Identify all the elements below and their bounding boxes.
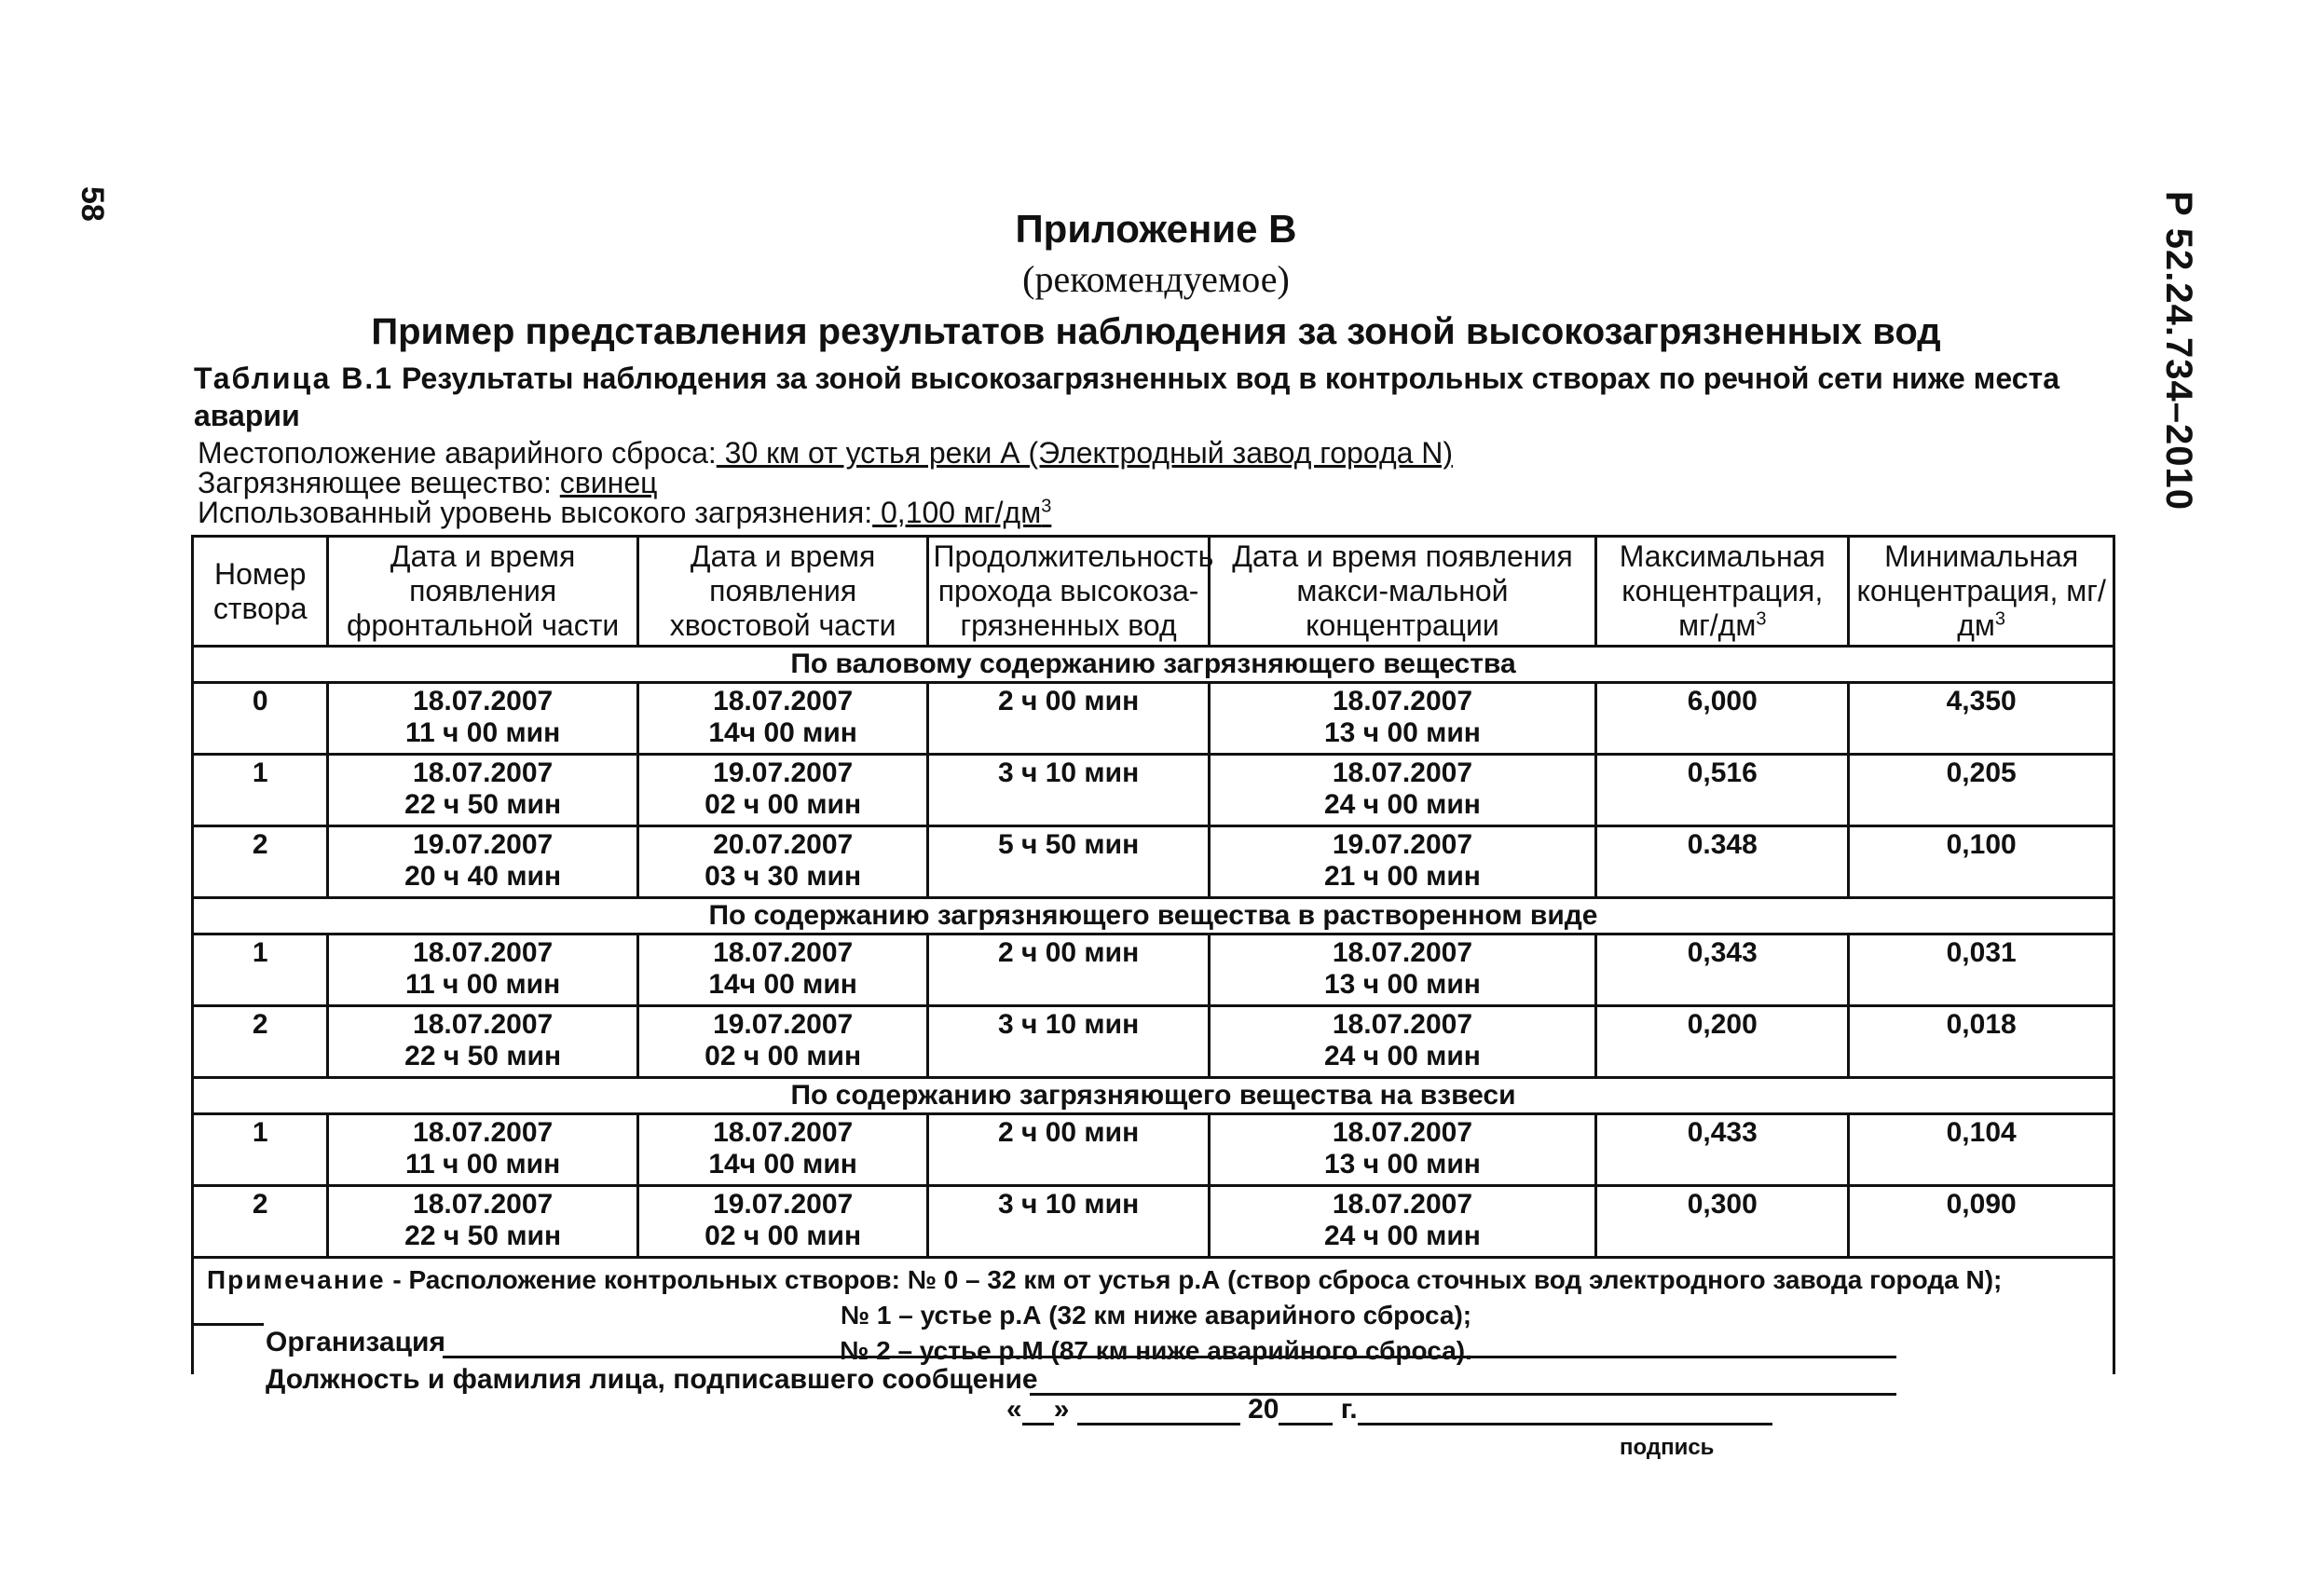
min-conc-cell	[1849, 1186, 2114, 1258]
organization-field[interactable]	[443, 1356, 1896, 1358]
max-conc-value: 6,000	[1687, 686, 1758, 716]
max-date-value: 18.07.2007	[1332, 937, 1473, 968]
min-conc-value: 0,090	[1946, 1189, 2017, 1220]
max-time-value: 13 ч 00 мин	[1323, 717, 1481, 748]
table-row	[193, 1186, 2114, 1258]
front-cell	[328, 934, 637, 1006]
front-time-value: 11 ч 00 мин	[404, 717, 561, 748]
max-time-cell	[1209, 683, 1596, 755]
duration-value: 5 ч 50 мин	[997, 829, 1140, 860]
max-date-value: 18.07.2007	[1332, 757, 1473, 788]
min-conc-cell	[1849, 1006, 2114, 1078]
min-conc-cell	[1849, 826, 2114, 898]
max-time-cell	[1209, 934, 1596, 1006]
min-conc-value: 4,350	[1946, 686, 2017, 716]
date-line	[1006, 1394, 1772, 1425]
duration-cell	[928, 1114, 1209, 1186]
date-close-quote: »	[1053, 1394, 1070, 1425]
max-conc-cell	[1596, 683, 1849, 755]
front-date-value: 18.07.2007	[413, 757, 554, 788]
table-caption	[194, 360, 2104, 434]
tail-time-value: 02 ч 00 мин	[705, 1221, 862, 1251]
station-value: 1	[252, 937, 268, 968]
front-cell	[328, 1006, 637, 1078]
front-time-value: 11 ч 00 мин	[404, 1149, 561, 1180]
max-date-value: 18.07.2007	[1332, 1117, 1473, 1148]
table-row	[193, 1006, 2114, 1078]
tail-time-value: 02 ч 00 мин	[705, 789, 862, 820]
tail-date-value: 19.07.2007	[713, 1009, 854, 1040]
station-cell	[193, 755, 328, 826]
duration-value: 3 ч 10 мин	[997, 757, 1140, 788]
max-time-cell	[1209, 826, 1596, 898]
table-body	[193, 647, 2114, 1375]
max-time-cell	[1209, 1186, 1596, 1258]
pollutant-line	[198, 468, 1453, 498]
max-conc-value: 0,433	[1687, 1117, 1758, 1148]
max-date-value: 18.07.2007	[1332, 686, 1473, 716]
table-caption-text: Результаты наблюдения за зоной высокозагрязненных вод в контрольных створах по речной сети ниже места аварии	[194, 361, 2059, 432]
duration-value: 3 ч 10 мин	[997, 1009, 1140, 1040]
duration-cell	[928, 826, 1209, 898]
month-field[interactable]	[1077, 1397, 1240, 1425]
tail-time-value: 14ч 00 мин	[708, 1149, 857, 1180]
section-title: По валовому содержанию загрязняющего вещества	[193, 647, 2114, 683]
max-time-value: 24 ч 00 мин	[1323, 1041, 1481, 1071]
section-row	[193, 898, 2114, 934]
tail-time-value: 03 ч 30 мин	[705, 861, 862, 892]
pollutant-label: Загрязняющее вещество:	[198, 466, 560, 499]
station-cell	[193, 683, 328, 755]
tail-date-value: 18.07.2007	[713, 1117, 854, 1148]
front-cell	[328, 1114, 637, 1186]
front-time-value: 22 ч 50 мин	[404, 1041, 562, 1071]
front-cell	[328, 1186, 637, 1258]
station-value: 2	[252, 1009, 268, 1040]
front-date-value: 18.07.2007	[413, 686, 554, 716]
min-conc-value: 0,018	[1946, 1009, 2017, 1040]
tail-cell	[637, 755, 928, 826]
max-conc-cell	[1596, 1114, 1849, 1186]
tail-cell	[637, 1006, 928, 1078]
tail-date-value: 20.07.2007	[713, 829, 854, 860]
location-label: Местоположение аварийного сброса:	[198, 436, 717, 470]
max-time-cell	[1209, 755, 1596, 826]
duration-value: 2 ч 00 мин	[997, 686, 1140, 716]
date-open-quote: «	[1006, 1394, 1022, 1425]
max-conc-cell	[1596, 934, 1849, 1006]
station-cell	[193, 1006, 328, 1078]
location-line	[198, 438, 1453, 468]
header-front: Дата и время появления фронтальной части	[328, 537, 637, 647]
note-label: Примечание	[207, 1265, 386, 1294]
max-date-value: 18.07.2007	[1332, 1009, 1473, 1040]
tail-date-value: 18.07.2007	[713, 937, 854, 968]
year-suffix: г.	[1340, 1394, 1358, 1425]
tail-cell	[637, 1114, 928, 1186]
table-row	[193, 826, 2114, 898]
pollution-level-line	[198, 498, 1453, 527]
front-date-value: 18.07.2007	[413, 1117, 554, 1148]
pollution-level-label: Использованный уровень высокого загрязнения:	[198, 496, 873, 529]
day-field[interactable]	[1022, 1397, 1054, 1425]
front-time-value: 22 ч 50 мин	[404, 789, 562, 820]
max-time-value: 13 ч 00 мин	[1323, 1149, 1481, 1180]
appendix-heading: Пример представления результатов наблюдения за зоной высокозагрязненных вод	[371, 311, 1941, 352]
section-title: По содержанию загрязняющего вещества в растворенном виде	[193, 898, 2114, 934]
max-conc-value: 0,200	[1687, 1009, 1758, 1040]
signature-label: подпись	[1620, 1435, 1715, 1460]
header-tail: Дата и время появления хвостовой части	[637, 537, 928, 647]
max-time-cell	[1209, 1114, 1596, 1186]
organization-label: Организация	[266, 1327, 445, 1357]
min-conc-value: 0,100	[1946, 829, 2017, 860]
front-time-value: 11 ч 00 мин	[404, 969, 561, 1000]
duration-value: 2 ч 00 мин	[997, 937, 1140, 968]
table-row	[193, 1114, 2114, 1186]
organization-line	[266, 1327, 1943, 1364]
header-max-conc: Максимальная концентрация, $мг/дм^3$	[1596, 537, 1849, 647]
min-conc-cell	[1849, 755, 2114, 826]
section-row	[193, 1078, 2114, 1114]
min-conc-value: 0,205	[1946, 757, 2017, 788]
max-time-value: 24 ч 00 мин	[1323, 789, 1481, 820]
signature-corner-rule	[191, 1323, 264, 1326]
signature-field[interactable]	[1358, 1397, 1772, 1425]
max-conc-cell	[1596, 1186, 1849, 1258]
appendix-title: Приложение В	[1015, 207, 1297, 251]
tail-date-value: 19.07.2007	[713, 1189, 854, 1220]
max-conc-cell	[1596, 755, 1849, 826]
tail-date-value: 18.07.2007	[713, 686, 854, 716]
station-cell	[193, 1186, 328, 1258]
front-date-value: 18.07.2007	[413, 1189, 554, 1220]
max-conc-value: 0,343	[1687, 937, 1758, 968]
page-number: 58	[75, 186, 110, 222]
min-conc-cell	[1849, 934, 2114, 1006]
position-label: Должность и фамилия лица, подписавшего сообщение	[266, 1364, 1038, 1395]
front-date-value: 18.07.2007	[413, 1009, 554, 1040]
front-cell	[328, 683, 637, 755]
tail-time-value: 14ч 00 мин	[708, 717, 857, 748]
max-time-value: 21 ч 00 мин	[1323, 861, 1481, 892]
front-cell	[328, 755, 637, 826]
incident-info	[198, 438, 1453, 527]
max-date-value: 18.07.2007	[1332, 1189, 1473, 1220]
duration-cell	[928, 1186, 1209, 1258]
year-prefix: 20	[1248, 1394, 1279, 1425]
station-value: 2	[252, 1189, 268, 1220]
max-conc-value: 0,300	[1687, 1189, 1758, 1220]
duration-cell	[928, 755, 1209, 826]
year-field[interactable]	[1279, 1397, 1333, 1425]
pollutant-value: свинец	[559, 466, 658, 499]
section-title: По содержанию загрязняющего вещества на взвеси	[193, 1078, 2114, 1114]
header-min-conc: Минимальная концентрация, $мг/дм^3$	[1849, 537, 2114, 647]
station-value: 1	[252, 757, 268, 788]
max-conc-cell	[1596, 1006, 1849, 1078]
pollution-level-value: 0,100 $мг/дм^3$	[872, 496, 1052, 529]
document-code: Р 52.24.734–2010	[2158, 191, 2199, 511]
max-time-cell	[1209, 1006, 1596, 1078]
max-conc-value: 0.348	[1687, 829, 1758, 860]
max-date-value: 19.07.2007	[1332, 829, 1473, 860]
section-row	[193, 647, 2114, 683]
table-header-row	[193, 537, 2114, 647]
max-conc-value: 0,516	[1687, 757, 1758, 788]
tail-cell	[637, 934, 928, 1006]
results-table	[191, 535, 2115, 1374]
station-cell	[193, 826, 328, 898]
front-time-value: 22 ч 50 мин	[404, 1221, 562, 1251]
station-cell	[193, 934, 328, 1006]
header-duration: Продолжительность прохода высокоза-грязненных вод	[928, 537, 1209, 647]
tail-cell	[637, 826, 928, 898]
tail-time-value: 02 ч 00 мин	[705, 1041, 862, 1071]
tail-time-value: 14ч 00 мин	[708, 969, 857, 1000]
table-caption-label: Таблица В.1	[194, 361, 394, 395]
station-value: 1	[252, 1117, 268, 1148]
front-cell	[328, 826, 637, 898]
note-line-2: № 1 – устье р.А (32 км ниже аварийного сброса);	[840, 1301, 1472, 1330]
tail-cell	[637, 683, 928, 755]
tail-cell	[637, 1186, 928, 1258]
min-conc-cell	[1849, 683, 2114, 755]
duration-cell	[928, 934, 1209, 1006]
min-conc-value: 0,104	[1946, 1117, 2017, 1148]
note-line-1	[207, 1262, 2105, 1298]
min-conc-cell	[1849, 1114, 2114, 1186]
header-station: Номер створа	[193, 537, 328, 647]
station-cell	[193, 1114, 328, 1186]
max-time-value: 13 ч 00 мин	[1323, 969, 1481, 1000]
tail-date-value: 19.07.2007	[713, 757, 854, 788]
signature-block	[266, 1327, 1943, 1401]
front-date-value: 19.07.2007	[413, 829, 554, 860]
table-row	[193, 683, 2114, 755]
front-date-value: 18.07.2007	[413, 937, 554, 968]
min-conc-value: 0,031	[1946, 937, 2017, 968]
duration-value: 3 ч 10 мин	[997, 1189, 1140, 1220]
note-line-3: № 2 – устье р.М (87 км ниже аварийного сброса).	[840, 1336, 1472, 1365]
location-value: 30 км от устья реки А (Электродный завод города N)	[716, 436, 1454, 470]
duration-cell	[928, 1006, 1209, 1078]
duration-cell	[928, 683, 1209, 755]
station-value: 0	[252, 686, 268, 716]
station-value: 2	[252, 829, 268, 860]
table-row	[193, 755, 2114, 826]
front-time-value: 20 ч 40 мин	[404, 861, 562, 892]
appendix-subtitle: (рекомендуемое)	[1022, 258, 1290, 300]
duration-value: 2 ч 00 мин	[997, 1117, 1140, 1148]
table-row	[193, 934, 2114, 1006]
max-time-value: 24 ч 00 мин	[1323, 1221, 1481, 1251]
max-conc-cell	[1596, 826, 1849, 898]
note-text: - Расположение контрольных створов: № 0 – 32 км от устья р.А (створ сброса сточных вод электродного завода города N);	[385, 1265, 2003, 1294]
header-max-time: Дата и время появления макси-мальной концентрации	[1209, 537, 1596, 647]
